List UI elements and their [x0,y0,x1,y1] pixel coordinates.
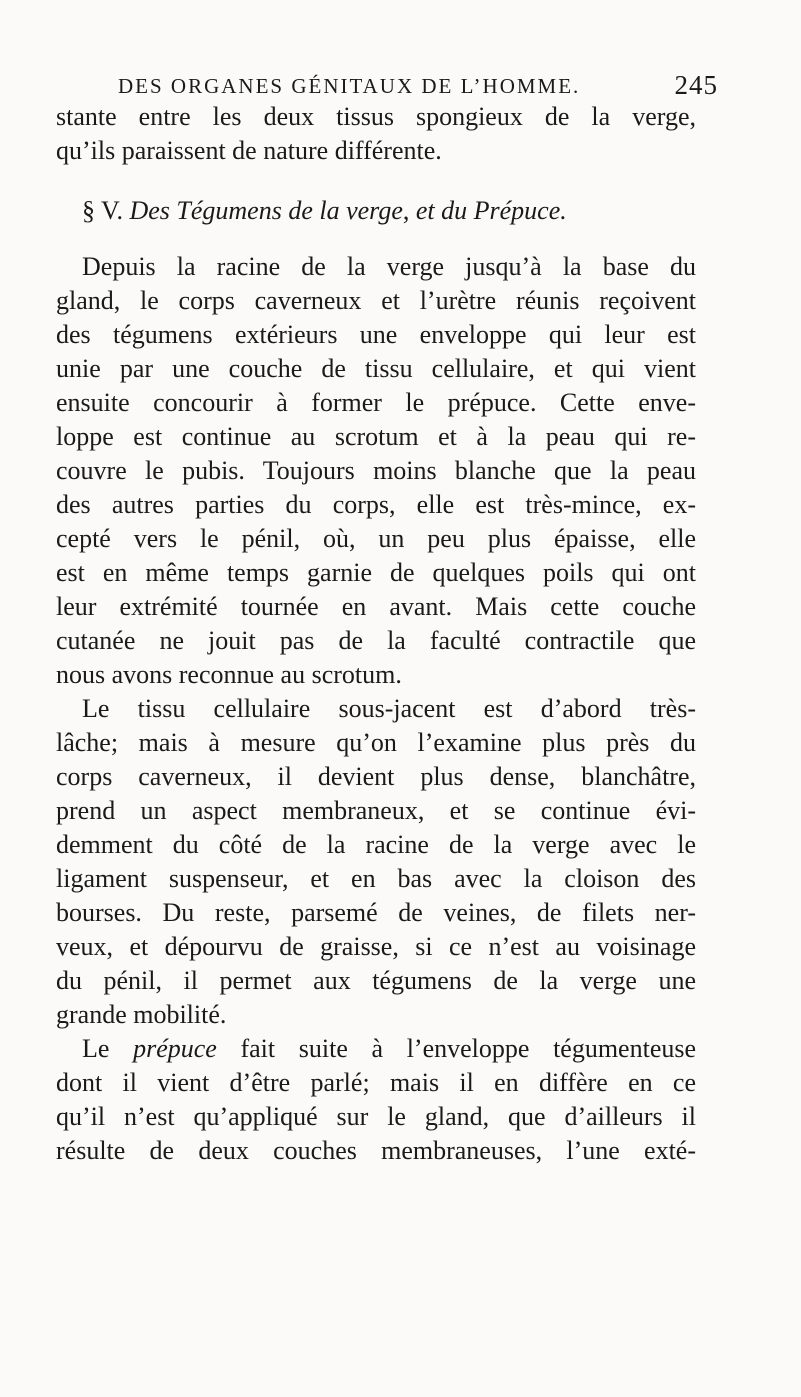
text-line: des tégumens extérieurs une enveloppe qui leur est [56,320,696,349]
text-line: prend un aspect membraneux, et se continue évi- [56,796,696,825]
text-line: ensuite concourir à former le prépuce. Cette enve- [56,388,696,417]
text-line: couvre le pubis. Toujours moins blanche que la peau [56,456,696,485]
text-line: gland, le corps caverneux et l’urètre réunis reçoivent [56,286,696,315]
text-line: lâche; mais à mesure qu’on l’examine plus près du [56,728,696,757]
text-line: grande mobilité. [56,1000,227,1029]
section-title-part-b: et du Prépuce. [415,196,567,225]
text-line: unie par une couche de tissu cellulaire, et qui vient [56,354,696,383]
text-line: veux, et dépourvu de graisse, si ce n’est au voisinage [56,932,696,961]
text-line: corps caverneux, il devient plus dense, blanchâtre, [56,762,696,791]
text-line: stante entre les deux tissus spongieux de la verge, [56,102,696,131]
section-title-part-a: Des Tégumens de la verge [129,196,403,225]
text-line: du pénil, il permet aux tégumens de la verge une [56,966,696,995]
text-line: qu’il n’est qu’appliqué sur le gland, que d’ailleurs il [56,1102,696,1131]
prepuce-term: prépuce [133,1034,217,1063]
text-line: demment du côté de la racine de la verge avec le [56,830,696,859]
running-head-title: DES ORGANES GÉNITAUX DE L’HOMME. [118,74,581,98]
text-line: dont il vient d’être parlé; mais il en diffère en ce [56,1068,696,1097]
text-line: Le tissu cellulaire sous-jacent est d’abord très- [82,694,696,723]
prepuce-line-rest: fait suite à l’enveloppe tégumenteuse [240,1034,697,1063]
text-line: qu’ils paraissent de nature différente. [56,136,442,165]
text-line: est en même temps garnie de quelques poils qui ont [56,558,696,587]
text-line: Depuis la racine de la verge jusqu’à la base du [82,252,696,281]
prepuce-article: Le [82,1034,110,1063]
section-title-comma: , [402,196,410,225]
text-line: bourses. Du reste, parsemé de veines, de filets ner- [56,898,696,927]
body-text [56,100,696,1168]
section-heading [56,194,696,228]
text-line: ligament suspenseur, et en bas avec la cloison des [56,864,696,893]
text-line: cepté vers le pénil, où, un peu plus épaisse, elle [56,524,696,553]
text-line: leur extrémité tournée en avant. Mais cette couche [56,592,696,621]
text-line: loppe est continue au scrotum et à la peau qui re- [56,422,696,451]
text-line: nous avons reconnue au scrotum. [56,660,402,689]
section-mark: § V. [82,196,123,225]
text-line: résulte de deux couches membraneuses, l’une exté- [56,1136,696,1165]
page-number: 245 [674,70,718,100]
text-line [56,1032,696,1066]
text-line: des autres parties du corps, elle est très-mince, ex- [56,490,696,519]
text-line: cutanée ne jouit pas de la faculté contractile que [56,626,696,655]
